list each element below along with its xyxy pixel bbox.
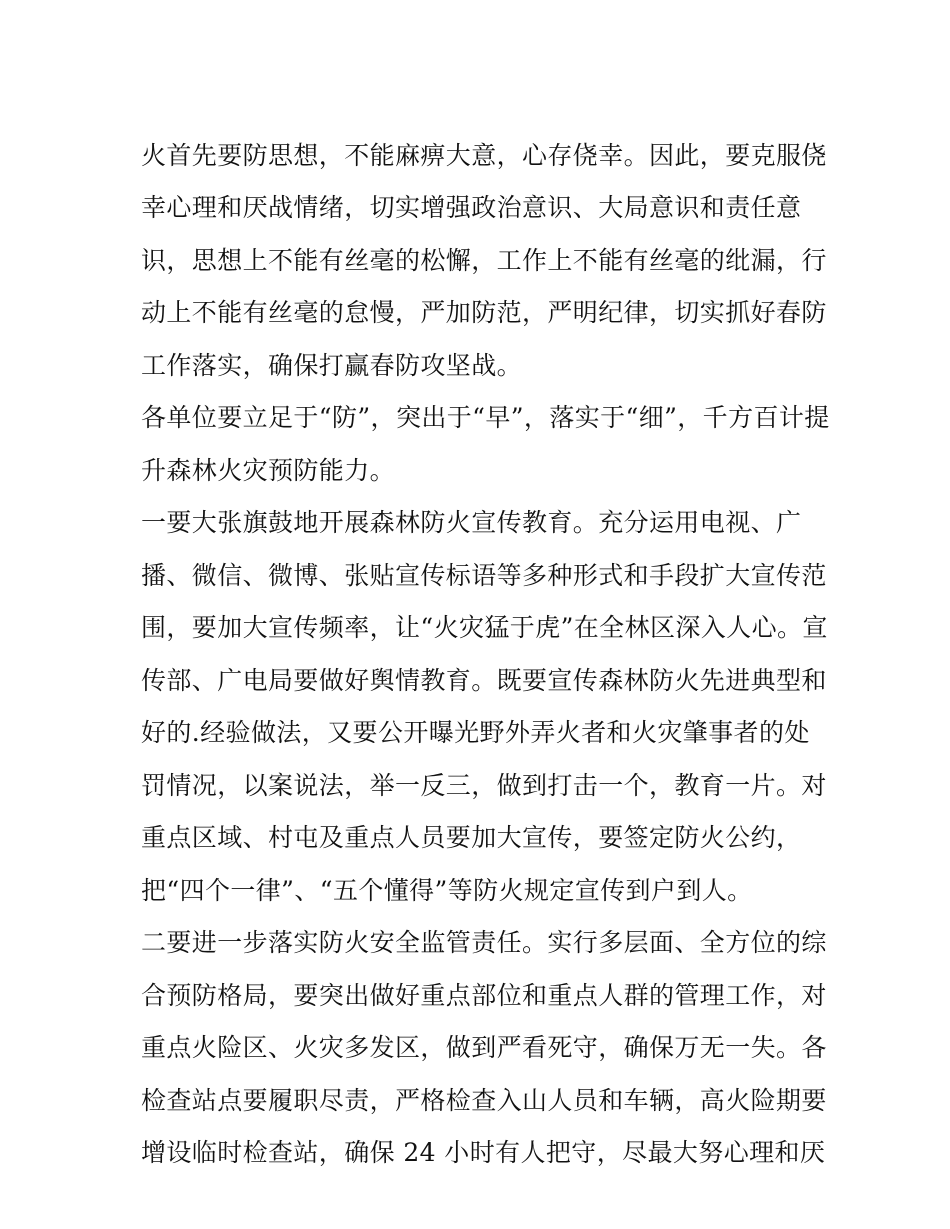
text-line: 播、微信、微博、张贴宣传标语等多种形式和手段扩大宣传范 — [141, 561, 827, 590]
text-line: 罚情况，以案说法，举一反三，做到打击一个，教育一片。对 — [141, 771, 827, 800]
text-line: 升森林火灾预防能力。 — [141, 456, 396, 485]
text-line: 动上不能有丝毫的怠慢，严加防范，严明纪律，切实抓好春防 — [141, 298, 827, 327]
text-line: 一要大张旗鼓地开展森林防火宣传教育。充分运用电视、广 — [141, 508, 802, 537]
text-line: 把“四个一律”、“五个懂得”等防火规定宣传到户到人。 — [141, 876, 753, 905]
text-line: 合预防格局，要突出做好重点部位和重点人群的管理工作，对 — [141, 981, 827, 1010]
text-line: 好的.经验做法，又要公开曝光野外弄火者和火灾肇事者的处 — [141, 718, 810, 747]
text-line: 围，要加大宣传频率，让“火灾猛于虎”在全林区深入人心。宣 — [141, 613, 828, 642]
text-line: 传部、广电局要做好舆情教育。既要宣传森林防火先进典型和 — [141, 666, 827, 695]
text-line: 各单位要立足于“防”，突出于“早”，落实于“细”，千方百计提 — [141, 403, 830, 432]
text-line: 重点区域、村屯及重点人员要加大宣传，要签定防火公约， — [141, 823, 802, 852]
text-line: 识，思想上不能有丝毫的松懈，工作上不能有丝毫的纰漏，行 — [141, 246, 827, 275]
text-line: 火首先要防思想，不能麻痹大意，心存侥幸。因此，要克服侥 — [141, 141, 827, 170]
text-line: 重点火险区、火灾多发区，做到严看死守，确保万无一失。各 — [141, 1033, 827, 1062]
text-line: 工作落实，确保打赢春防攻坚战。 — [141, 351, 523, 380]
text-line: 幸心理和厌战情绪，切实增强政治意识、大局意识和责任意 — [141, 193, 802, 222]
text-line: 检查站点要履职尽责，严格检查入山人员和车辆，高火险期要 — [141, 1086, 827, 1115]
text-line: 增设临时检查站，确保 24 小时有人把守，尽最大努心理和厌 — [141, 1138, 826, 1167]
text-line: 二要进一步落实防火安全监管责任。实行多层面、全方位的综 — [141, 928, 827, 957]
